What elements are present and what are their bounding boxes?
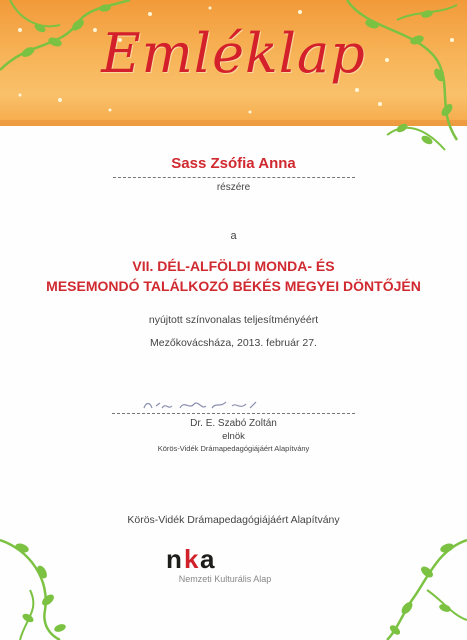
reason-text: nyújtott színvonalas teljesítményéért [148,314,319,326]
event-line-2: MESEMONDÓ TALÁLKOZÓ BÉKÉS MEGYEI DÖNTŐJÉN [46,278,421,294]
signatory-role: elnök [222,431,245,442]
nka-logo [160,544,290,574]
svg-text:n: n [166,544,182,574]
footer-organization: Körös-Vidék Drámapedagógiájáért Alapítvány [127,514,340,526]
svg-text:a: a [200,544,215,574]
certificate-title: Emléklap [101,22,366,85]
nka-logo-text: Nemzeti Kulturális Alap [178,574,272,584]
place-date-text: Mezőkovácsháza, 2013. február 27. [150,337,317,349]
signature-line [112,413,355,414]
handwritten-signature [140,398,280,414]
recipient-suffix: részére [216,182,251,193]
signatory-name: Dr. E. Szabó Zoltán [190,418,277,429]
event-line-1: VII. DÉL-ALFÖLDI MONDA- ÉS [132,258,335,274]
signatory-organization: Körös-Vidék Drámapedagógiájáért Alapítvány [157,444,310,453]
svg-text:k: k [184,544,199,574]
name-underline [113,177,355,178]
vine-bottom-right-decoration [357,530,467,640]
recipient-name: Sass Zsófia Anna [171,155,296,172]
connector-text: a [230,230,237,242]
vine-bottom-left-decoration [0,500,110,640]
